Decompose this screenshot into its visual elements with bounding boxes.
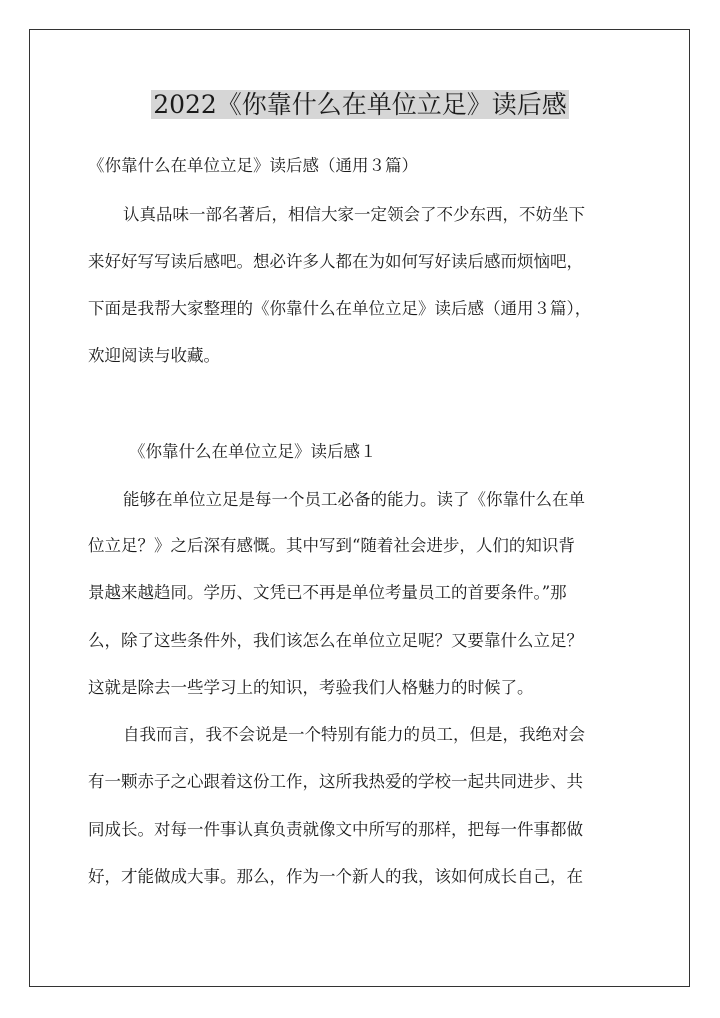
paragraph-line: 位立足？》之后深有感慨。其中写到“随着社会进步，人们的知识背 xyxy=(88,536,575,555)
paragraph-line: 么，除了这些条件外，我们该怎么在单位立足呢？又要靠什么立足？ xyxy=(88,631,583,650)
intro-line: 欢迎阅读与收藏。 xyxy=(88,346,220,365)
intro-line: 来好好写写读后感吧。想必许多人都在为如何写好读后感而烦恼吧， xyxy=(88,252,583,271)
document-title xyxy=(0,86,720,124)
intro-line: 认真品味一部名著后，相信大家一定领会了不少东西，不妨坐下 xyxy=(123,205,585,224)
document-title-text: 2022《你靠什么在单位立足》读后感 xyxy=(153,90,567,119)
paragraph-line: 景越来越趋同。学历、文凭已不再是单位考量员工的首要条件。”那 xyxy=(88,583,567,602)
paragraph-line: 好，才能做成大事。那么，作为一个新人的我，该如何成长自己，在 xyxy=(88,867,583,886)
paragraph-line: 同成长。对每一件事认真负责就像文中所写的那样，把每一件事都做 xyxy=(88,820,583,839)
paragraph-line: 能够在单位立足是每一个员工必备的能力。读了《你靠什么在单 xyxy=(123,490,585,509)
section-heading: 《你靠什么在单位立足》读后感１ xyxy=(129,442,377,461)
paragraph-line: 自我而言，我不会说是一个特别有能力的员工，但是，我绝对会 xyxy=(123,725,585,744)
intro-line: 下面是我帮大家整理的《你靠什么在单位立足》读后感（通用３篇）， xyxy=(88,299,592,318)
paragraph-line: 这就是除去一些学习上的知识，考验我们人格魅力的时候了。 xyxy=(88,678,534,697)
paragraph-line: 有一颗赤子之心跟着这份工作，这所我热爱的学校一起共同进步、共 xyxy=(88,772,583,791)
document-subtitle: 《你靠什么在单位立足》读后感（通用３篇） xyxy=(88,156,418,175)
